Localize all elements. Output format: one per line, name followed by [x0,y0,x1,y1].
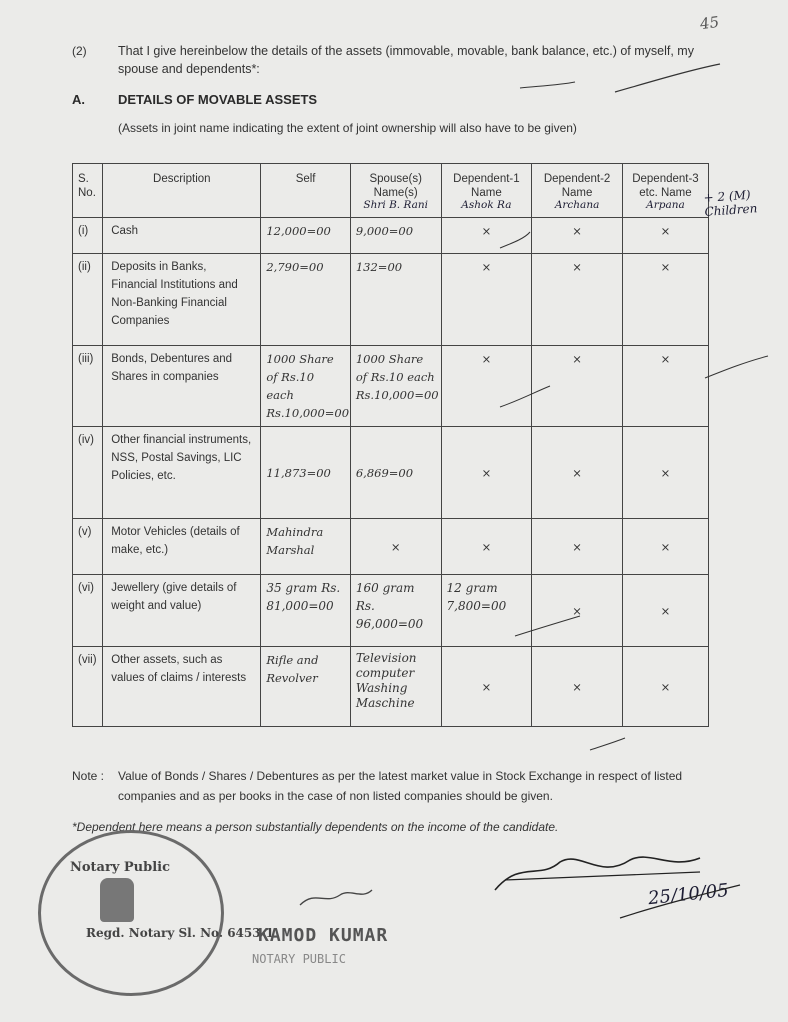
row-spouse: Television computer Washing Maschine [350,647,441,727]
row-self: 35 gram Rs. 81,000=00 [261,575,351,647]
date-underline [620,885,740,918]
signature-stroke [505,872,700,880]
header-self: Self [261,164,351,218]
row-self: Mahindra Marshal [261,519,351,575]
intro-text: That I give hereinbelow the details of the assets (immovable, movable, bank balance, etc.) of myself, my spouse and dependents*: [118,44,694,76]
row-self: 1000 Share of Rs.10 each Rs.10,000=00 [261,346,351,427]
row-spouse: 160 gram Rs. 96,000=00 [350,575,441,647]
row-dependent-3: × [622,575,708,647]
notary-signature [300,890,372,905]
row-sno: (ii) [73,254,103,346]
row-sno: (iv) [73,427,103,519]
row-spouse: 132=00 [350,254,441,346]
pen-tick [615,64,720,92]
row-dependent-2: × [532,254,623,346]
row-self: 12,000=00 [261,218,351,254]
header-dependent-1-label: Dependent-1 Name [453,173,520,199]
row-dependent-2: × [532,218,623,254]
row-spouse: 9,000=00 [350,218,441,254]
row-dependent-2: × [532,575,623,647]
header-spouse-label: Spouse(s) Name(s) [369,173,422,199]
footnote: *Dependent here means a person substantially dependents on the income of the candidate. [72,820,559,834]
row-dependent-3: × [622,218,708,254]
row-description: Jewellery (give details of weight and value) [103,575,261,647]
row-dependent-1: × [441,254,532,346]
row-self: Rifle and Revolver [261,647,351,727]
row-sno: (i) [73,218,103,254]
row-sno: (v) [73,519,103,575]
header-dependent-2-label: Dependent-2 Name [543,173,611,199]
row-description: Other financial instruments, NSS, Postal Savings, LIC Policies, etc. [103,427,261,519]
pen-tick [590,738,625,750]
header-dependent-1-name: Ashok Ra [461,199,512,211]
row-description: Bonds, Debentures and Shares in companies [103,346,261,427]
row-sno: (vii) [73,647,103,727]
note-label: Note : [72,769,105,783]
pen-tick [515,616,580,636]
section-note: (Assets in joint name indicating the extent of joint ownership will also have to be given) [118,121,577,135]
row-dependent-1: × [441,519,532,575]
seal-title: Notary Public [70,860,171,875]
row-dependent-3: × [622,427,708,519]
seal-registration: Regd. Notary Sl. No. 6453-1 [86,926,274,940]
row-dependent-2: × [532,647,623,727]
notary-stamp-name: KAMOD KUMAR [258,925,389,946]
section-title: DETAILS OF MOVABLE ASSETS [118,92,318,107]
row-dependent-1: × [441,346,532,427]
row-description: Cash [103,218,261,254]
row-dependent-1: × [441,647,532,727]
row-description: Other assets, such as values of claims / interests [103,647,261,727]
header-spouse-name: Shri B. Rani [363,199,428,211]
row-dependent-3: × [622,647,708,727]
row-spouse: 6,869=00 [350,427,441,519]
notary-stamp-sub: NOTARY PUBLIC [252,952,346,966]
note-text: Value of Bonds / Shares / Debentures as per the latest market value in Stock Exchange in respect of listed companies and as per books in the case of non listed companies should be given. [118,769,683,803]
pen-underline [520,82,575,88]
row-dependent-1: 12 gram 7,800=00 [441,575,532,647]
header-description: Description [103,164,261,218]
row-description: Motor Vehicles (details of make, etc.) [103,519,261,575]
row-self: 11,873=00 [261,427,351,519]
row-description: Deposits in Banks, Financial Institutions and Non-Banking Financial Companies [103,254,261,346]
row-dependent-3: × [622,519,708,575]
side-note: + 2 (M) Children [703,187,758,219]
pen-tick [500,386,550,407]
row-dependent-3: × [622,346,708,427]
row-dependent-2: × [532,346,623,427]
row-dependent-3: × [622,254,708,346]
row-sno: (iii) [73,346,103,427]
header-sno: S. No. [73,164,103,218]
row-dependent-1: × [441,218,532,254]
row-dependent-1: × [441,427,532,519]
intro-number: (2) [72,44,87,58]
header-dependent-3-name: Arpana [646,199,685,211]
pen-tick [500,232,530,248]
pen-tick [705,356,768,378]
row-dependent-2: × [532,427,623,519]
row-dependent-2: × [532,519,623,575]
signature-date: 25/10/05 [647,879,730,910]
row-spouse: 1000 Share of Rs.10 each Rs.10,000=00 [350,346,441,427]
row-spouse: × [350,519,441,575]
row-self: 2,790=00 [261,254,351,346]
header-dependent-2-name: Archana [554,199,600,211]
row-sno: (vi) [73,575,103,647]
header-dependent-3-label: Dependent-3 etc. Name [632,173,699,199]
page-number: 45 [698,12,721,34]
section-letter: A. [72,92,85,107]
